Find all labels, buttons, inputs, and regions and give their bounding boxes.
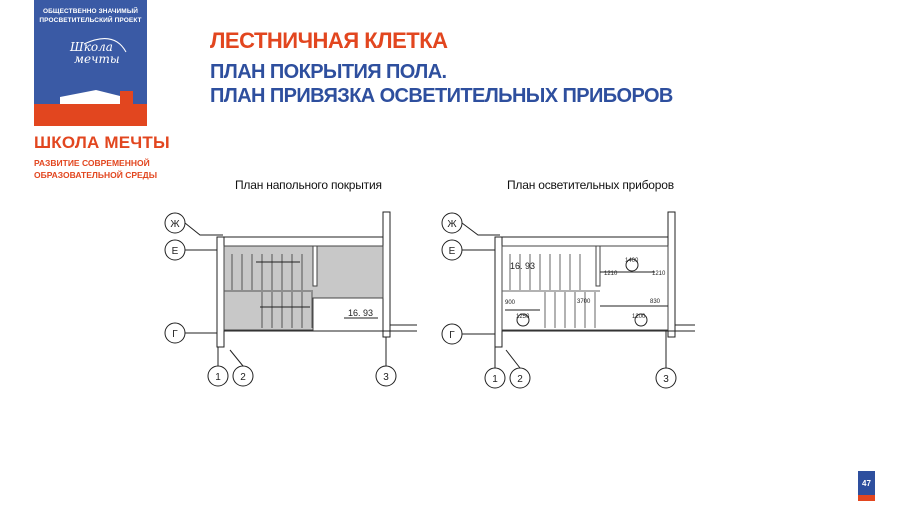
logo-caption-line-2: ПРОСВЕТИТЕЛЬСКИЙ ПРОЕКТ bbox=[39, 17, 142, 24]
floor-plan-title: План напольного покрытия bbox=[235, 178, 382, 192]
dimension-1210-b: 1210 bbox=[652, 271, 666, 277]
page-title: ЛЕСТНИЧНАЯ КЛЕТКА bbox=[210, 28, 448, 53]
page-subtitle bbox=[210, 60, 673, 108]
logo bbox=[34, 0, 147, 126]
subtitle-line-2: ПЛАН ПРИВЯЗКА ОСВЕТИТЕЛЬНЫХ ПРИБОРОВ bbox=[210, 85, 673, 107]
logo-house-icon bbox=[34, 0, 147, 126]
axis-label-g: Г bbox=[172, 329, 178, 340]
axis-label-e-2: Е bbox=[448, 246, 456, 257]
axis-label-1-2: 1 bbox=[492, 374, 498, 385]
dimension-1400: 1400 bbox=[625, 258, 639, 264]
logo-subtitle-line-1: РАЗВИТИЕ СОВРЕМЕННОЙ bbox=[34, 158, 150, 168]
dimension-1200: 1200 bbox=[632, 314, 646, 320]
logo-title: ШКОЛА МЕЧТЫ bbox=[34, 133, 170, 152]
dimension-1210-a: 1210 bbox=[604, 271, 618, 277]
axis-label-g-2: Г bbox=[449, 330, 455, 341]
floor-level-mark: 16. 93 bbox=[348, 308, 374, 318]
axis-label-2-2: 2 bbox=[517, 374, 523, 385]
axis-label-zh: Ж bbox=[170, 219, 180, 230]
dimension-830: 830 bbox=[650, 299, 661, 305]
page-number-accent bbox=[858, 495, 875, 501]
logo-script-line-1: Школа bbox=[70, 40, 113, 54]
logo-subtitle-line-2: ОБРАЗОВАТЕЛЬНОЙ СРЕДЫ bbox=[34, 170, 158, 180]
lighting-plan-drawing bbox=[435, 205, 695, 395]
axis-label-3-2: 3 bbox=[663, 374, 669, 385]
axis-label-3: 3 bbox=[383, 372, 389, 383]
dimension-3700: 3700 bbox=[577, 299, 591, 305]
subtitle-line-1: ПЛАН ПОКРЫТИЯ ПОЛА. bbox=[210, 61, 447, 83]
axis-label-zh-2: Ж bbox=[447, 219, 457, 230]
axis-label-e: Е bbox=[171, 246, 179, 257]
lighting-plan-title: План осветительных приборов bbox=[507, 178, 674, 192]
floor-plan-drawing bbox=[160, 205, 420, 395]
axis-label-1: 1 bbox=[215, 372, 221, 383]
dimension-900: 900 bbox=[505, 300, 516, 306]
dimension-1250: 1250 bbox=[516, 314, 530, 320]
logo-caption-line-1: ОБЩЕСТВЕННО ЗНАЧИМЫЙ bbox=[42, 8, 139, 15]
logo-subtitle bbox=[34, 157, 174, 181]
page-number: 47 bbox=[858, 471, 875, 495]
logo-script-line-2: мечты bbox=[74, 52, 120, 66]
light-level-mark: 16. 93 bbox=[510, 261, 536, 271]
axis-label-2: 2 bbox=[240, 372, 246, 383]
